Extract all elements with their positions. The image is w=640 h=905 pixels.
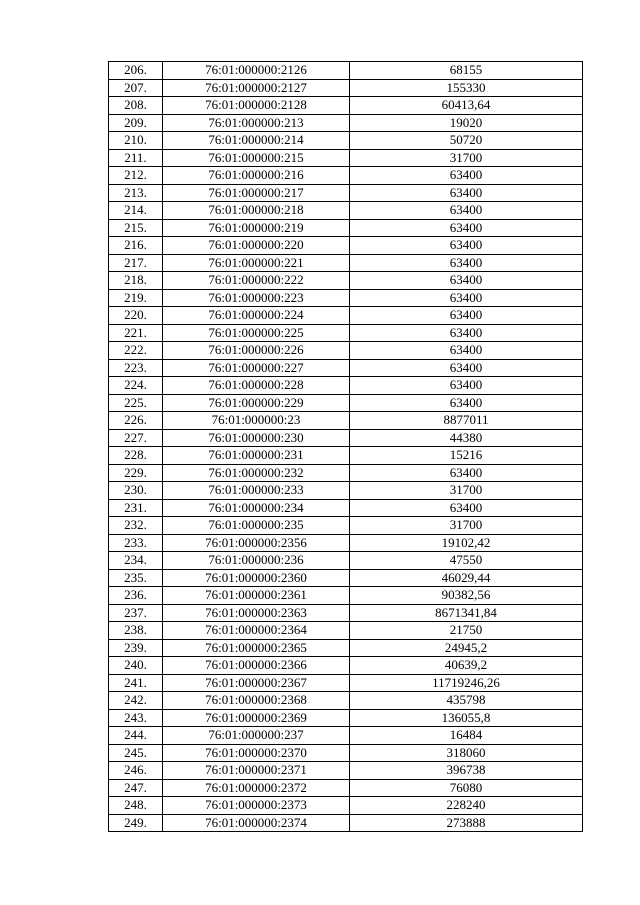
cadastral-number-cell: 76:01:000000:2370 (163, 744, 350, 762)
table-row (109, 622, 583, 640)
row-number-cell: 236. (109, 587, 163, 605)
value-cell: 63400 (350, 464, 583, 482)
table-row (109, 237, 583, 255)
cadastral-number-cell: 76:01:000000:2373 (163, 797, 350, 815)
value-cell: 31700 (350, 149, 583, 167)
table-row (109, 482, 583, 500)
row-number-cell: 228. (109, 447, 163, 465)
row-number-cell: 219. (109, 289, 163, 307)
row-number-cell: 208. (109, 97, 163, 115)
value-cell: 63400 (350, 342, 583, 360)
row-number-cell: 237. (109, 604, 163, 622)
cadastral-number-cell: 76:01:000000:2367 (163, 674, 350, 692)
row-number-cell: 207. (109, 79, 163, 97)
value-cell: 24945,2 (350, 639, 583, 657)
value-cell: 68155 (350, 62, 583, 80)
row-number-cell: 212. (109, 167, 163, 185)
cadastral-number-cell: 76:01:000000:218 (163, 202, 350, 220)
cadastral-number-cell: 76:01:000000:225 (163, 324, 350, 342)
row-number-cell: 244. (109, 727, 163, 745)
value-cell: 63400 (350, 394, 583, 412)
value-cell: 63400 (350, 499, 583, 517)
table-row (109, 202, 583, 220)
cadastral-number-cell: 76:01:000000:2374 (163, 814, 350, 832)
cadastral-number-cell: 76:01:000000:2366 (163, 657, 350, 675)
row-number-cell: 206. (109, 62, 163, 80)
cadastral-number-cell: 76:01:000000:215 (163, 149, 350, 167)
table-row (109, 552, 583, 570)
row-number-cell: 218. (109, 272, 163, 290)
value-cell: 16484 (350, 727, 583, 745)
row-number-cell: 234. (109, 552, 163, 570)
row-number-cell: 238. (109, 622, 163, 640)
table-row (109, 744, 583, 762)
cadastral-number-cell: 76:01:000000:2128 (163, 97, 350, 115)
table-row (109, 184, 583, 202)
row-number-cell: 221. (109, 324, 163, 342)
cadastral-number-cell: 76:01:000000:235 (163, 517, 350, 535)
value-cell: 63400 (350, 237, 583, 255)
value-cell: 228240 (350, 797, 583, 815)
value-cell: 273888 (350, 814, 583, 832)
table-row (109, 62, 583, 80)
value-cell: 40639,2 (350, 657, 583, 675)
row-number-cell: 243. (109, 709, 163, 727)
cadastral-number-cell: 76:01:000000:2361 (163, 587, 350, 605)
row-number-cell: 213. (109, 184, 163, 202)
row-number-cell: 217. (109, 254, 163, 272)
table-row (109, 464, 583, 482)
table-row (109, 499, 583, 517)
table-row (109, 797, 583, 815)
cadastral-number-cell: 76:01:000000:237 (163, 727, 350, 745)
cadastral-number-cell: 76:01:000000:2372 (163, 779, 350, 797)
table-row (109, 429, 583, 447)
row-number-cell: 232. (109, 517, 163, 535)
cadastral-number-cell: 76:01:000000:23 (163, 412, 350, 430)
value-cell: 63400 (350, 359, 583, 377)
table-row (109, 517, 583, 535)
table-row (109, 587, 583, 605)
cadastral-number-cell: 76:01:000000:2368 (163, 692, 350, 710)
table-row (109, 779, 583, 797)
table-row (109, 727, 583, 745)
table-row (109, 167, 583, 185)
cadastral-number-cell: 76:01:000000:217 (163, 184, 350, 202)
value-cell: 63400 (350, 202, 583, 220)
table-row (109, 534, 583, 552)
table-row (109, 814, 583, 832)
table-row (109, 657, 583, 675)
table-row (109, 377, 583, 395)
cadastral-number-cell: 76:01:000000:233 (163, 482, 350, 500)
value-cell: 63400 (350, 184, 583, 202)
table-row (109, 272, 583, 290)
cadastral-number-cell: 76:01:000000:224 (163, 307, 350, 325)
row-number-cell: 231. (109, 499, 163, 517)
row-number-cell: 223. (109, 359, 163, 377)
cadastral-number-cell: 76:01:000000:2371 (163, 762, 350, 780)
table-row (109, 412, 583, 430)
table-row (109, 289, 583, 307)
value-cell: 136055,8 (350, 709, 583, 727)
table-row (109, 254, 583, 272)
cadastral-number-cell: 76:01:000000:2363 (163, 604, 350, 622)
cadastral-number-cell: 76:01:000000:216 (163, 167, 350, 185)
cadastral-number-cell: 76:01:000000:220 (163, 237, 350, 255)
value-cell: 63400 (350, 167, 583, 185)
value-cell: 396738 (350, 762, 583, 780)
value-cell: 155330 (350, 79, 583, 97)
row-number-cell: 249. (109, 814, 163, 832)
row-number-cell: 245. (109, 744, 163, 762)
row-number-cell: 248. (109, 797, 163, 815)
table-row (109, 149, 583, 167)
value-cell: 19020 (350, 114, 583, 132)
table-row (109, 447, 583, 465)
table-row (109, 359, 583, 377)
table-row (109, 604, 583, 622)
value-cell: 31700 (350, 517, 583, 535)
value-cell: 8877011 (350, 412, 583, 430)
table-row (109, 394, 583, 412)
row-number-cell: 224. (109, 377, 163, 395)
table-row (109, 762, 583, 780)
value-cell: 44380 (350, 429, 583, 447)
value-cell: 15216 (350, 447, 583, 465)
row-number-cell: 210. (109, 132, 163, 150)
row-number-cell: 211. (109, 149, 163, 167)
cadastral-number-cell: 76:01:000000:228 (163, 377, 350, 395)
table-row (109, 342, 583, 360)
cadastral-number-cell: 76:01:000000:222 (163, 272, 350, 290)
row-number-cell: 222. (109, 342, 163, 360)
row-number-cell: 246. (109, 762, 163, 780)
table-row (109, 569, 583, 587)
value-cell: 47550 (350, 552, 583, 570)
cadastral-number-cell: 76:01:000000:2127 (163, 79, 350, 97)
row-number-cell: 233. (109, 534, 163, 552)
row-number-cell: 226. (109, 412, 163, 430)
row-number-cell: 209. (109, 114, 163, 132)
cadastral-number-cell: 76:01:000000:214 (163, 132, 350, 150)
value-cell: 21750 (350, 622, 583, 640)
value-cell: 31700 (350, 482, 583, 500)
value-cell: 63400 (350, 324, 583, 342)
row-number-cell: 235. (109, 569, 163, 587)
row-number-cell: 229. (109, 464, 163, 482)
cadastral-number-cell: 76:01:000000:213 (163, 114, 350, 132)
table-row (109, 324, 583, 342)
cadastral-number-cell: 76:01:000000:2365 (163, 639, 350, 657)
cadastral-number-cell: 76:01:000000:219 (163, 219, 350, 237)
table-row (109, 674, 583, 692)
cadastral-number-cell: 76:01:000000:2364 (163, 622, 350, 640)
value-cell: 63400 (350, 377, 583, 395)
cadastral-number-cell: 76:01:000000:221 (163, 254, 350, 272)
cadastral-number-cell: 76:01:000000:231 (163, 447, 350, 465)
value-cell: 50720 (350, 132, 583, 150)
row-number-cell: 214. (109, 202, 163, 220)
cadastral-number-cell: 76:01:000000:230 (163, 429, 350, 447)
row-number-cell: 239. (109, 639, 163, 657)
table-row (109, 219, 583, 237)
cadastral-value-table (108, 61, 583, 832)
value-cell: 46029,44 (350, 569, 583, 587)
table-row (109, 639, 583, 657)
cadastral-number-cell: 76:01:000000:223 (163, 289, 350, 307)
cadastral-number-cell: 76:01:000000:232 (163, 464, 350, 482)
table-row (109, 307, 583, 325)
row-number-cell: 227. (109, 429, 163, 447)
cadastral-number-cell: 76:01:000000:234 (163, 499, 350, 517)
value-cell: 63400 (350, 219, 583, 237)
cadastral-number-cell: 76:01:000000:229 (163, 394, 350, 412)
value-cell: 435798 (350, 692, 583, 710)
value-cell: 63400 (350, 254, 583, 272)
cadastral-number-cell: 76:01:000000:2369 (163, 709, 350, 727)
table-row (109, 79, 583, 97)
value-cell: 90382,56 (350, 587, 583, 605)
cadastral-number-cell: 76:01:000000:2360 (163, 569, 350, 587)
row-number-cell: 220. (109, 307, 163, 325)
table-body (109, 62, 583, 832)
value-cell: 19102,42 (350, 534, 583, 552)
row-number-cell: 215. (109, 219, 163, 237)
row-number-cell: 216. (109, 237, 163, 255)
table-row (109, 114, 583, 132)
table-row (109, 709, 583, 727)
cadastral-number-cell: 76:01:000000:227 (163, 359, 350, 377)
cadastral-number-cell: 76:01:000000:2356 (163, 534, 350, 552)
cadastral-number-cell: 76:01:000000:2126 (163, 62, 350, 80)
value-cell: 63400 (350, 289, 583, 307)
row-number-cell: 240. (109, 657, 163, 675)
row-number-cell: 247. (109, 779, 163, 797)
value-cell: 63400 (350, 307, 583, 325)
cadastral-number-cell: 76:01:000000:236 (163, 552, 350, 570)
value-cell: 76080 (350, 779, 583, 797)
value-cell: 8671341,84 (350, 604, 583, 622)
table-row (109, 97, 583, 115)
row-number-cell: 230. (109, 482, 163, 500)
row-number-cell: 241. (109, 674, 163, 692)
value-cell: 60413,64 (350, 97, 583, 115)
row-number-cell: 225. (109, 394, 163, 412)
value-cell: 11719246,26 (350, 674, 583, 692)
table-row (109, 132, 583, 150)
table-row (109, 692, 583, 710)
cadastral-number-cell: 76:01:000000:226 (163, 342, 350, 360)
value-cell: 63400 (350, 272, 583, 290)
value-cell: 318060 (350, 744, 583, 762)
row-number-cell: 242. (109, 692, 163, 710)
